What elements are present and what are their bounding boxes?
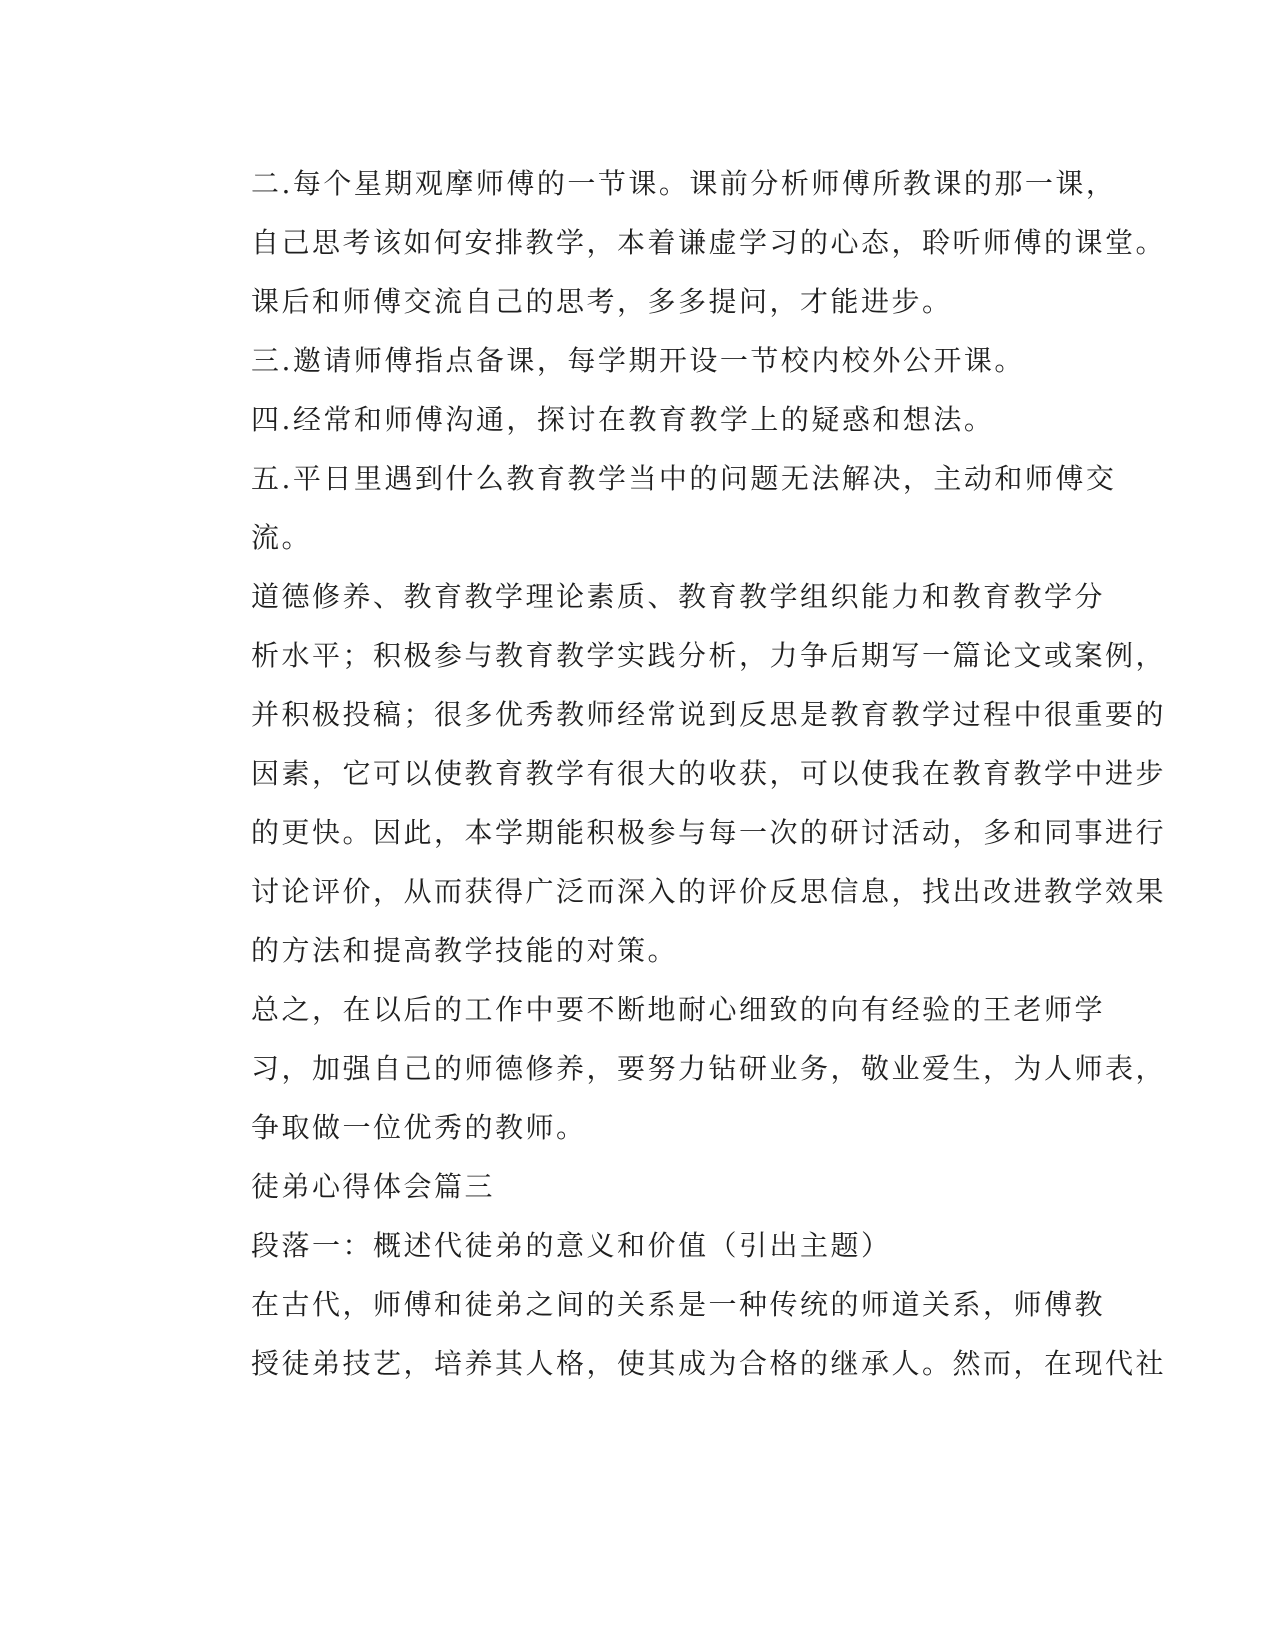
paragraph-communicate	[185, 390, 1065, 449]
paragraph-observe-lessons	[185, 154, 1167, 331]
text-line: 流。	[251, 521, 313, 554]
text-line: 三.邀请师傅指点备课，每学期开设一节校内校外公开课。	[251, 344, 1025, 377]
text-line: 课后和师傅交流自己的思考，多多提问，才能进步。	[251, 285, 953, 318]
subsection-heading	[185, 1216, 1065, 1275]
paragraph-invite-mentor	[185, 331, 1065, 390]
paragraph-conclusion	[185, 980, 1167, 1157]
text-line: 析水平；积极参与教育教学实践分析，力争后期写一篇论文或案例，	[251, 639, 1167, 672]
text-line: 争取做一位优秀的教师。	[251, 1111, 587, 1144]
text-line: 授徒弟技艺，培养其人格，使其成为合格的继承人。然而，在现代社	[251, 1347, 1167, 1380]
text-line: 讨论评价，从而获得广泛而深入的评价反思信息，找出改进教学效果	[251, 875, 1167, 908]
paragraph-solve-problems	[185, 449, 1117, 567]
document-body	[185, 154, 1167, 1393]
text-line: 自己思考该如何安排教学，本着谦虚学习的心态，聆听师傅的课堂。	[251, 226, 1167, 259]
text-line: 四.经常和师傅沟通，探讨在教育教学上的疑惑和想法。	[251, 403, 995, 436]
text-line: 在古代，师傅和徒弟之间的关系是一种传统的师道关系，师傅教	[251, 1288, 1106, 1321]
paragraph-ancient-relationship	[185, 1275, 1167, 1393]
text-line: 因素，它可以使教育教学有很大的收获，可以使我在教育教学中进步	[251, 757, 1167, 790]
text-line: 习，加强自己的师德修养，要努力钻研业务，敬业爱生，为人师表，	[251, 1052, 1167, 1085]
text-line: 五.平日里遇到什么教育教学当中的问题无法解决，主动和师傅交	[251, 462, 1117, 495]
text-line: 总之，在以后的工作中要不断地耐心细致的向有经验的王老师学	[251, 993, 1106, 1026]
text-line: 道德修养、教育教学理论素质、教育教学组织能力和教育教学分	[251, 580, 1106, 613]
paragraph-moral-cultivation	[185, 567, 1167, 980]
text-line: 徒弟心得体会篇三	[251, 1170, 496, 1203]
text-line: 段落一：概述代徒弟的意义和价值（引出主题）	[251, 1229, 892, 1262]
text-line: 的方法和提高教学技能的对策。	[251, 934, 679, 967]
section-heading	[185, 1157, 1065, 1216]
text-line: 二.每个星期观摩师傅的一节课。课前分析师傅所教课的那一课，	[251, 167, 1117, 200]
text-line: 的更快。因此，本学期能积极参与每一次的研讨活动，多和同事进行	[251, 816, 1167, 849]
text-line: 并积极投稿；很多优秀教师经常说到反思是教育教学过程中很重要的	[251, 698, 1167, 731]
